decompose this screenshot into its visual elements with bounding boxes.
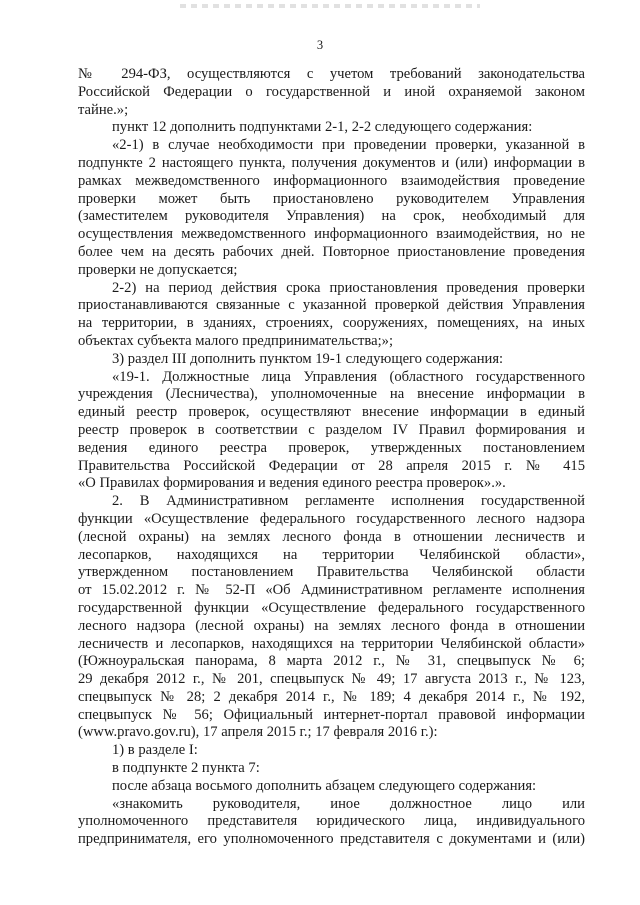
text-line: после абзаца восьмого дополнить абзацем следующего содержания: xyxy=(112,777,537,794)
text-line: приостанавливаются связанные с указанной проверкой действия Управления xyxy=(78,297,585,314)
text-line: рамках межведомственного информационного взаимодействия проведение xyxy=(78,172,585,189)
text-line: лесного надзора (лесной охраны) на землях лесного фонда в отношении xyxy=(78,617,585,634)
text-line: «знакомить руководителя, иное должностное лицо или xyxy=(112,795,585,812)
text-line: объектах субъекта малого предпринимательства;»; xyxy=(78,332,394,349)
text-line: «2-1) в случае необходимости при проведении проверки, указанной в xyxy=(112,137,585,154)
text-line: «О Правилах формирования и ведения единого реестра проверок».». xyxy=(78,475,506,492)
text-line: 2. В Административном регламенте исполнения государственной xyxy=(112,493,585,510)
text-line: спецвыпуск № 56; Официальный интернет-портал правовой информации xyxy=(78,706,585,723)
text-line: лесопарков, находящихся на территории Челябинской области», xyxy=(78,546,585,563)
text-line: 1) в разделе I: xyxy=(112,742,198,759)
text-line: реестр проверок в соответствии с разделом IV Правил формирования и xyxy=(78,421,585,438)
text-line: ведения единого реестра проверок, утвержденных постановлением xyxy=(78,439,585,456)
text-line: «19-1. Должностные лица Управления (областного государственного xyxy=(112,368,585,385)
text-line: лесничеств и лесопарков, находящихся на территории Челябинской области» xyxy=(78,635,585,652)
document-body xyxy=(78,66,585,849)
text-line: государственной функции «Осуществление федерального государственного xyxy=(78,599,585,616)
text-line: от 15.02.2012 г. № 52-П «Об Административном регламенте исполнения xyxy=(78,582,585,599)
text-line: единый реестр проверок, осуществляют внесение информации в единый xyxy=(78,404,585,421)
text-line: проверки может быть приостановлено руководителем Управления xyxy=(78,190,585,207)
text-line: Российской Федерации о государственной и иной охраняемой законом xyxy=(78,83,585,100)
scan-header-artifact xyxy=(180,4,480,8)
text-line: тайне.»; xyxy=(78,101,129,118)
page-number: 3 xyxy=(316,38,324,52)
text-line: Правительства Российской Федерации от 28 апреля 2015 г. № 415 xyxy=(78,457,585,474)
text-line: на территории, в зданиях, строениях, сооружениях, помещениях, на иных xyxy=(78,315,585,332)
text-line: (лесной охраны) на землях лесного фонда в отношении лесничеств и xyxy=(78,528,585,545)
text-line: 3) раздел III дополнить пунктом 19-1 следующего содержания: xyxy=(112,350,504,367)
text-line: предпринимателя, его уполномоченного представителя с документами и (или) xyxy=(78,831,585,848)
text-line: учреждения (Лесничества), уполномоченные на внесение информации в xyxy=(78,386,585,403)
text-line: 2-2) на период действия срока приостановления проведения проверки xyxy=(112,279,585,296)
text-line: более чем на десять рабочих дней. Повторное приостановление проведения xyxy=(78,243,585,260)
text-line: (заместителем руководителя Управления) на срок, необходимый для xyxy=(78,208,585,225)
text-line: осуществления межведомственного информационного взаимодействия, но не xyxy=(78,226,585,243)
text-line: (Южноуральская панорама, 8 марта 2012 г., № 31, спецвыпуск № 6; xyxy=(78,653,585,670)
text-line: проверки не допускается; xyxy=(78,261,238,278)
text-line: подпункте 2 настоящего пункта, получения документов и (или) информации в xyxy=(78,154,585,171)
text-line: № 294-ФЗ, осуществляются с учетом требований законодательства xyxy=(78,66,585,82)
text-line: пункт 12 дополнить подпунктами 2-1, 2-2 следующего содержания: xyxy=(112,119,533,136)
text-line: утвержденном постановлением Правительства Челябинской области xyxy=(78,564,585,581)
text-line: (www.pravo.gov.ru), 17 апреля 2015 г.; 17 февраля 2016 г.): xyxy=(78,724,438,741)
text-line: функции «Осуществление федерального государственного лесного надзора xyxy=(78,510,585,527)
text-line: уполномоченного представителя юридического лица, индивидуального xyxy=(78,813,585,830)
text-line: спецвыпуск № 28; 2 декабря 2014 г., № 189; 4 декабря 2014 г., № 192, xyxy=(78,688,585,705)
text-line: в подпункте 2 пункта 7: xyxy=(112,760,260,777)
text-line: 29 декабря 2012 г., № 201, спецвыпуск № 49; 17 августа 2013 г., № 123, xyxy=(78,671,585,688)
